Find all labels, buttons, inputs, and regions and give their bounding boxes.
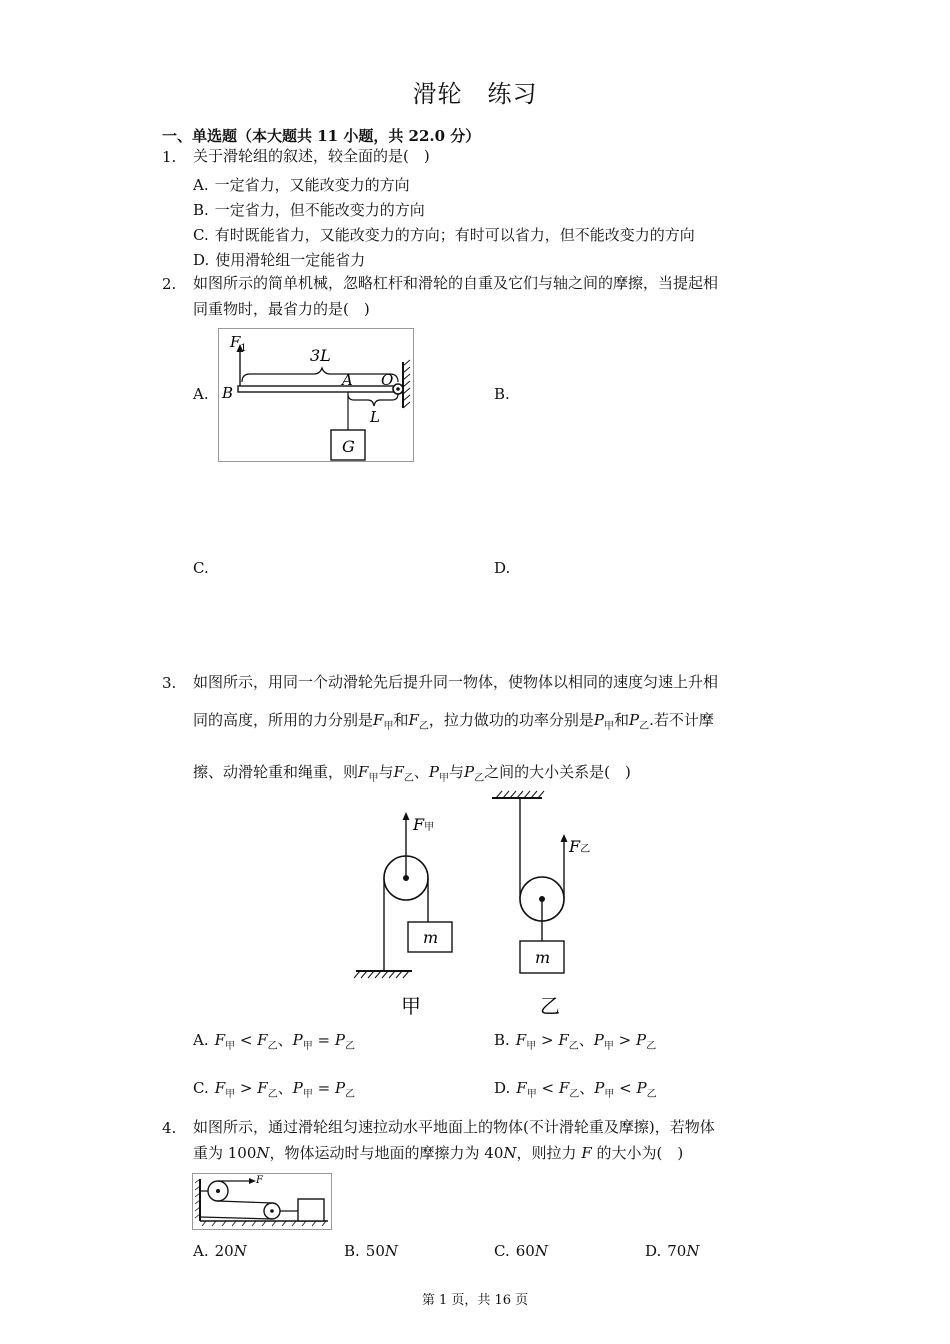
- q3-stem-line2: 同的高度，所用的力分别是$F_甲$和$F_乙$，拉力做功的功率分别是$P_甲$和$P_乙$.若不计摩: [193, 711, 714, 732]
- q3-option-b: B. $F_甲 > F_乙$、$P_甲 > P_乙$: [494, 1031, 657, 1052]
- option-label: C.: [193, 226, 209, 244]
- q2-number: 2.: [162, 275, 177, 293]
- label-jia: 甲: [401, 994, 421, 1018]
- q4-option-c: C. 60N: [494, 1242, 548, 1260]
- pulley-system-figure: [192, 1173, 332, 1230]
- q2-option-a-label: A.: [193, 385, 209, 403]
- force-label: $F_1$: [230, 333, 247, 354]
- q3-option-d: D. $F_甲 < F_乙$、$P_甲 < P_乙$: [494, 1079, 657, 1100]
- lever-figure: [218, 328, 414, 462]
- q4-option-b: B. 50N: [344, 1242, 399, 1260]
- force-yi-label: F乙: [569, 837, 591, 856]
- q3-stem-line3: 擦、动滑轮重和绳重，则$F_甲$与$F_乙$、$P_甲$与$P_乙$之间的大小关系是( ): [193, 763, 631, 784]
- q3-option-a: A. $F_甲 < F_乙$、$P_甲 = P_乙$: [193, 1031, 355, 1052]
- option-label: D.: [193, 251, 210, 269]
- q1-option-b: [193, 199, 425, 220]
- pulley-yi: [492, 791, 590, 1018]
- q1-option-a: [193, 174, 410, 195]
- q1-stem: 关于滑轮组的叙述，较全面的是( ): [193, 147, 430, 165]
- lever-bar: [238, 386, 398, 392]
- mass-label: m: [423, 928, 439, 947]
- option-text: 使用滑轮组一定能省力: [215, 251, 366, 269]
- mass-label: m: [535, 948, 551, 967]
- point-o-label: O: [381, 371, 394, 389]
- q3-number: 3.: [162, 674, 177, 692]
- q2-stem-line2: 同重物时，最省力的是( ): [193, 300, 370, 318]
- option-text: 一定省力，但不能改变力的方向: [214, 201, 425, 219]
- section-heading: 一、单选题（本大题共 11 小题，共 22.0 分）: [162, 127, 481, 145]
- q1-option-d: [193, 249, 365, 270]
- q2-stem-line1: 如图所示的简单机械，忽略杠杆和滑轮的自重及它们与轴之间的摩擦，当提起相: [193, 274, 719, 292]
- option-label: B.: [193, 201, 209, 219]
- pulley-jia: [354, 812, 452, 1018]
- q1-number: 1.: [162, 148, 177, 166]
- block: [298, 1199, 324, 1221]
- q4-number: 4.: [162, 1119, 177, 1137]
- page-footer: 第 1 页，共 16 页: [421, 1293, 529, 1308]
- option-text: 有时既能省力，又能改变力的方向；有时可以省力，但不能改变力的方向: [214, 226, 695, 244]
- option-label: A.: [193, 176, 209, 194]
- distance-3L: 3L: [310, 346, 331, 365]
- arrow-head: [403, 812, 410, 820]
- option-text: 一定省力，又能改变力的方向: [214, 176, 410, 194]
- q1-option-c: [193, 224, 695, 245]
- pulley-figure: [340, 790, 610, 1020]
- point-b-label: B: [222, 384, 234, 402]
- q3-stem-line1: 如图所示，用同一个动滑轮先后提升同一物体，使物体以相同的速度匀速上升相: [193, 673, 719, 691]
- weight-label: G: [342, 437, 355, 456]
- q4-stem-line1: 如图所示，通过滑轮组匀速拉动水平地面上的物体(不计滑轮重及摩擦)，若物体: [193, 1118, 715, 1136]
- q4-option-d: D. 70N: [645, 1242, 700, 1260]
- q4-stem-line2: 重为 100N，物体运动时与地面的摩擦力为 40N，则拉力 F 的大小为( ): [193, 1144, 684, 1162]
- q2-option-c-label: C.: [193, 559, 209, 577]
- page-title: 滑轮 练习: [412, 80, 538, 108]
- point-a-label: A: [342, 371, 353, 389]
- force-label: F: [256, 1175, 263, 1186]
- distance-L: L: [370, 408, 380, 426]
- label-yi: 乙: [540, 994, 560, 1018]
- force-jia-label: F甲: [413, 815, 435, 834]
- q2-option-b-label: B.: [494, 385, 510, 403]
- q3-option-c: C. $F_甲 > F_乙$、$P_甲 = P_乙$: [193, 1079, 356, 1100]
- q4-option-a: A. 20N: [193, 1242, 247, 1260]
- arrow-head: [561, 834, 568, 842]
- q2-option-d-label: D.: [494, 559, 511, 577]
